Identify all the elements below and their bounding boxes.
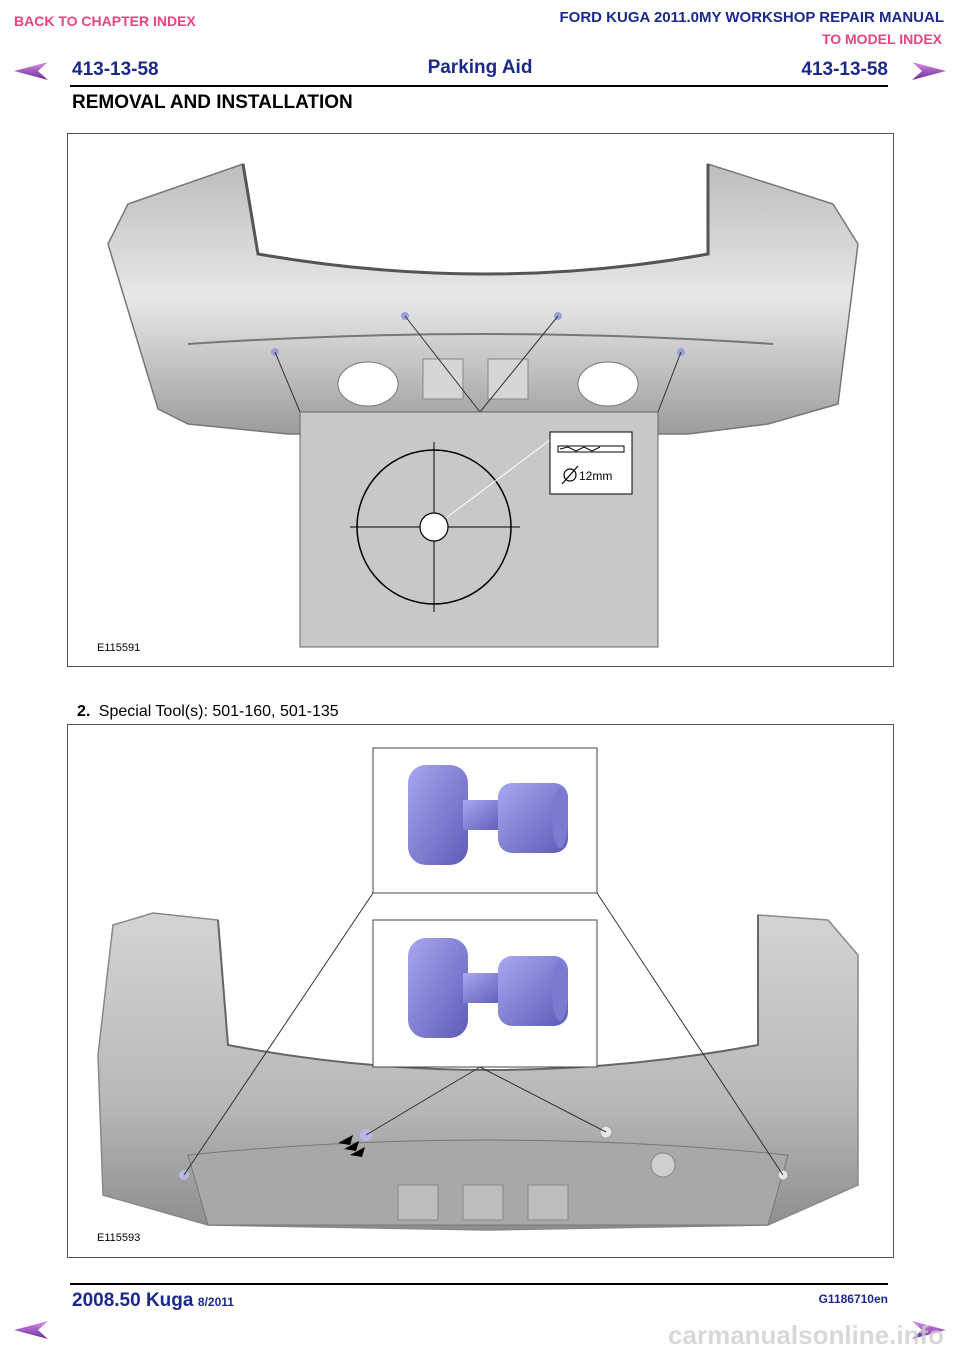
page-number-right: 413-13-58: [801, 59, 888, 80]
page-number-left: 413-13-58: [72, 59, 159, 80]
bumper-rear-illustration: [68, 134, 893, 666]
footer-model: [72, 1290, 234, 1312]
footer-rule: [70, 1283, 888, 1285]
step-text: Special Tool(s): 501-160, 501-135: [98, 703, 339, 720]
footer-code: G1186710en: [818, 1292, 888, 1306]
manual-title: FORD KUGA 2011.0MY WORKSHOP REPAIR MANUAL: [559, 9, 944, 26]
step-number: 2.: [77, 703, 91, 720]
header-rule: [70, 85, 888, 87]
back-to-chapter-index-link[interactable]: BACK TO CHAPTER INDEX: [14, 13, 196, 29]
figure-id-e115591: E115591: [97, 642, 141, 654]
bumper-tool-illustration: [68, 725, 893, 1257]
to-model-index-link[interactable]: TO MODEL INDEX: [821, 31, 942, 47]
section-title: Parking Aid: [427, 57, 533, 78]
figure-id-e115593: E115593: [97, 1232, 141, 1244]
section-subtitle: REMOVAL AND INSTALLATION: [72, 92, 353, 113]
footer-date: 8/2011: [197, 1295, 234, 1309]
figure-bumper-drilling: [67, 133, 894, 667]
previous-page-bottom-arrow-icon[interactable]: [12, 1319, 50, 1341]
step-2: [77, 703, 339, 721]
watermark-text: carmanualsonline.info: [668, 1320, 944, 1350]
figure-special-tools: [67, 724, 894, 1258]
drill-diameter-label: 12mm: [579, 469, 613, 483]
footer-model-name: 2008.50 Kuga: [72, 1290, 194, 1311]
